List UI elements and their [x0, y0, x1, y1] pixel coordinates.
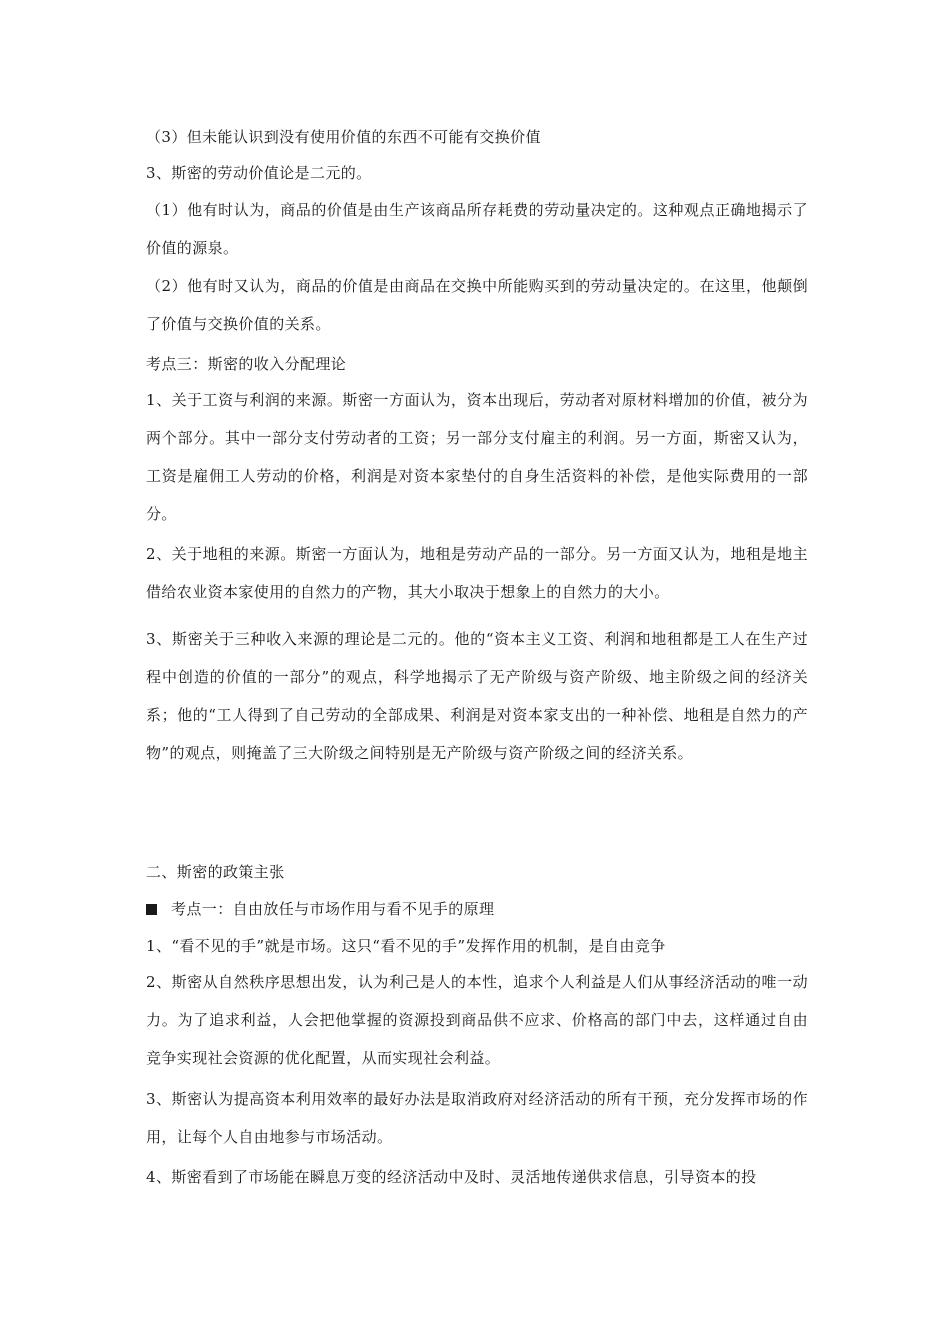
paragraph-labor-consumed: （1）他有时认为，商品的价值是由生产该商品所存耗费的劳动量决定的。这种观点正确地揭示了价值的源泉。: [146, 201, 808, 257]
paragraph-wages-profit-source: 1、关于工资与利润的来源。斯密一方面认为，资本出现后，劳动者对原材料增加的价值，被分为两个部分。其中一部分支付劳动者的工资；另一部分支付雇主的利润。另一方面，斯密又认为，工资是雇佣工人劳动的价格，利润是对资本家垫付的自身生活资料的补偿，是他实际费用的一部分。: [146, 391, 808, 523]
heading-policy-proposals: 二、斯密的政策主张: [146, 863, 285, 881]
paragraph-invisible-hand-market: 1、“看不见的手”就是市场。这只“看不见的手”发挥作用的机制，是自由竞争: [146, 937, 666, 955]
subheading-invisible-hand-text: 考点一：自由放任与市场作用与看不见手的原理: [171, 900, 495, 918]
paragraph-self-interest: 2、斯密从自然秩序思想出发，认为利己是人的本性，追求个人利益是人们从事经济活动的唯一动力。为了追求利益，人会把他掌握的资源投到商品供不应求、价格高的部门中去，这样通过自由竞争实现社会资源的优化配置，从而实现社会利益。: [146, 973, 808, 1067]
heading-income-distribution: 考点三：斯密的收入分配理论: [146, 355, 347, 373]
paragraph-rent-source: 2、关于地租的来源。斯密一方面认为，地租是劳动产品的一部分。另一方面又认为，地租是地主借给农业资本家使用的自然力的产物，其大小取决于想象上的自然力的大小。: [146, 545, 808, 601]
subheading-invisible-hand: [146, 899, 808, 919]
paragraph-market-signals: 4、斯密看到了市场能在瞬息万变的经济活动中及时、灵活地传递供求信息，引导资本的投: [146, 1168, 757, 1186]
paragraph-no-government-intervention: 3、斯密认为提高资本利用效率的最好办法是取消政府对经济活动的所有干预，充分发挥市场的作用，让每个人自由地参与市场活动。: [146, 1090, 808, 1146]
paragraph-use-value-note: （3）但未能认识到没有使用价值的东西不可能有交换价值: [146, 128, 541, 146]
paragraph-dual-labor-value: 3、斯密的劳动价值论是二元的。: [146, 164, 372, 182]
bullet-square-icon: [146, 904, 157, 915]
paragraph-three-income-sources: 3、斯密关于三种收入来源的理论是二元的。他的“资本主义工资、利润和地租都是工人在生产过程中创造的价值的一部分”的观点，科学地揭示了无产阶级与资产阶级、地主阶级之间的经济关系；他的“工人得到了自己劳动的全部成果、利润是对资本家支出的一种补偿、地租是自然力的产物”的观点，则掩盖了三大阶级之间特别是无产阶级与资产阶级之间的经济关系。: [146, 630, 808, 762]
paragraph-labor-purchased: （2）他有时又认为，商品的价值是由商品在交换中所能购买到的劳动量决定的。在这里，他颠倒了价值与交换价值的关系。: [146, 277, 808, 333]
